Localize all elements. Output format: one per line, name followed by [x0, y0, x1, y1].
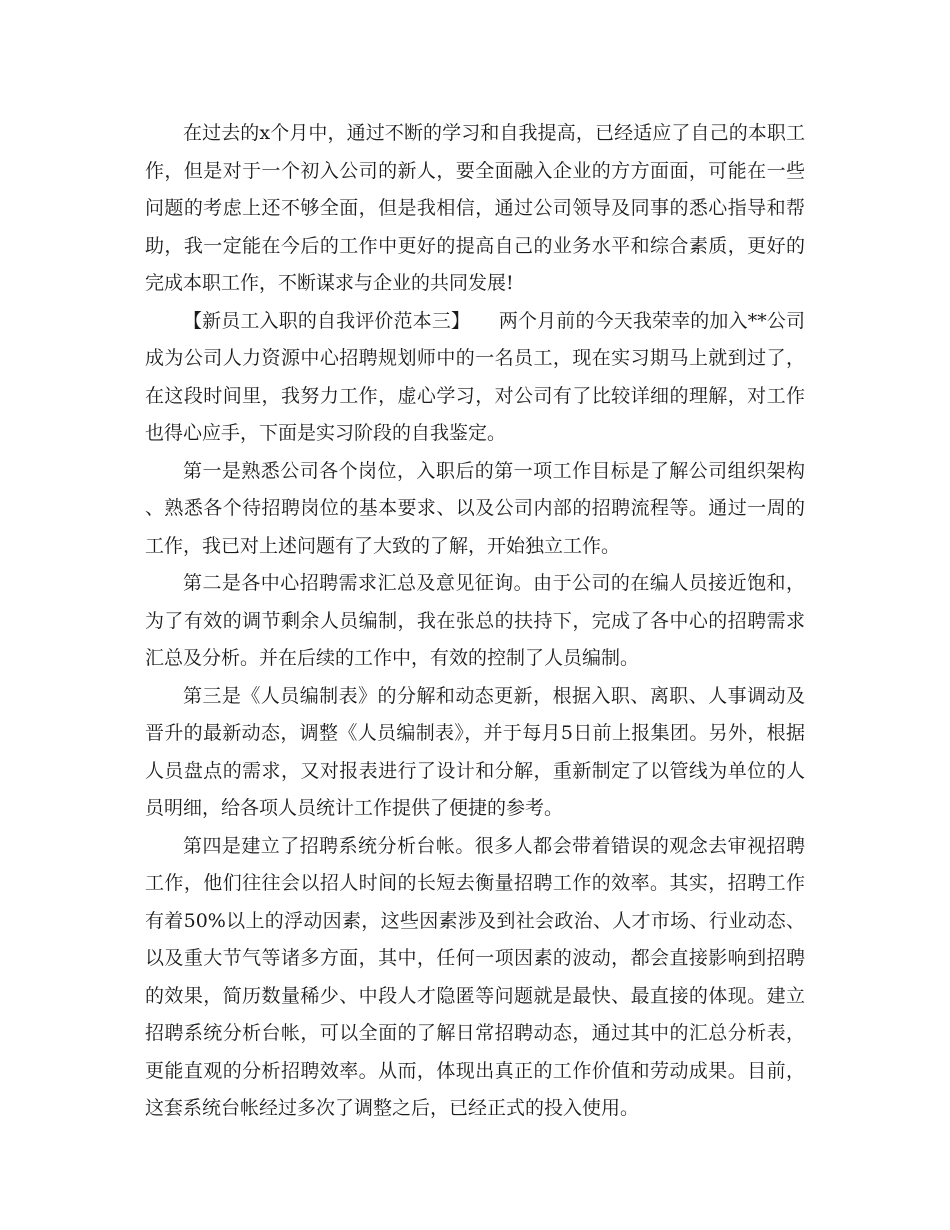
paragraph-point-four: 第四是建立了招聘系统分析台帐。很多人都会带着错误的观念去审视招聘工作，他们往往会以招人时间的长短去衡量招聘工作的效率。其实，招聘工作有着50%以上的浮动因素，这些因素涉及到社会政治、人才市场、行业动态、以及重大节气等诸多方面，其中，任何一项因素的波动，都会直接影响到招聘的效果，简历数量稀少、中段人才隐匿等问题就是最快、最直接的体现。建立招聘系统分析台帐，可以全面的了解日常招聘动态，通过其中的汇总分析表，更能直观的分析招聘效率。从而，体现出真正的工作价值和劳动成果。目前，这套系统台帐经过多次了调整之后，已经正式的投入使用。	[145, 834, 805, 1119]
paragraph-sample-three-intro: 【新员工入职的自我评价范本三】 两个月前的今天我荣幸的加入**公司成为公司人力资源中心招聘规划师中的一名员工，现在实习期马上就到过了，在这段时间里，我努力工作，虚心学习，对公司有了比较详细的理解，对工作也得心应手，下面是实习阶段的自我鉴定。	[145, 309, 805, 444]
paragraph-point-one: 第一是熟悉公司各个岗位，入职后的第一项工作目标是了解公司组织架构、熟悉各个待招聘岗位的基本要求、以及公司内部的招聘流程等。通过一周的工作，我已对上述问题有了大致的了解，开始独立工作。	[145, 459, 805, 557]
paragraph-point-three: 第三是《人员编制表》的分解和动态更新，根据入职、离职、人事调动及晋升的最新动态，调整《人员编制表》，并于每月5日前上报集团。另外，根据人员盘点的需求，又对报表进行了设计和分解，重新制定了以管线为单位的人员明细，给各项人员统计工作提供了便捷的参考。	[145, 684, 805, 819]
paragraph-point-two: 第二是各中心招聘需求汇总及意见征询。由于公司的在编人员接近饱和，为了有效的调节剩余人员编制，我在张总的扶持下，完成了各中心的招聘需求汇总及分析。并在后续的工作中，有效的控制了人员编制。	[145, 572, 805, 669]
paragraph-adaptation-summary: 在过去的x个月中，通过不断的学习和自我提高，已经适应了自己的本职工作，但是对于一个初入公司的新人，要全面融入企业的方方面面，可能在一些问题的考虑上还不够全面，但是我相信，通过公司领导及同事的悉心指导和帮助，我一定能在今后的工作中更好的提高自己的业务水平和综合素质，更好的完成本职工作，不断谋求与企业的共同发展!	[145, 122, 805, 294]
document-body	[145, 115, 805, 1128]
